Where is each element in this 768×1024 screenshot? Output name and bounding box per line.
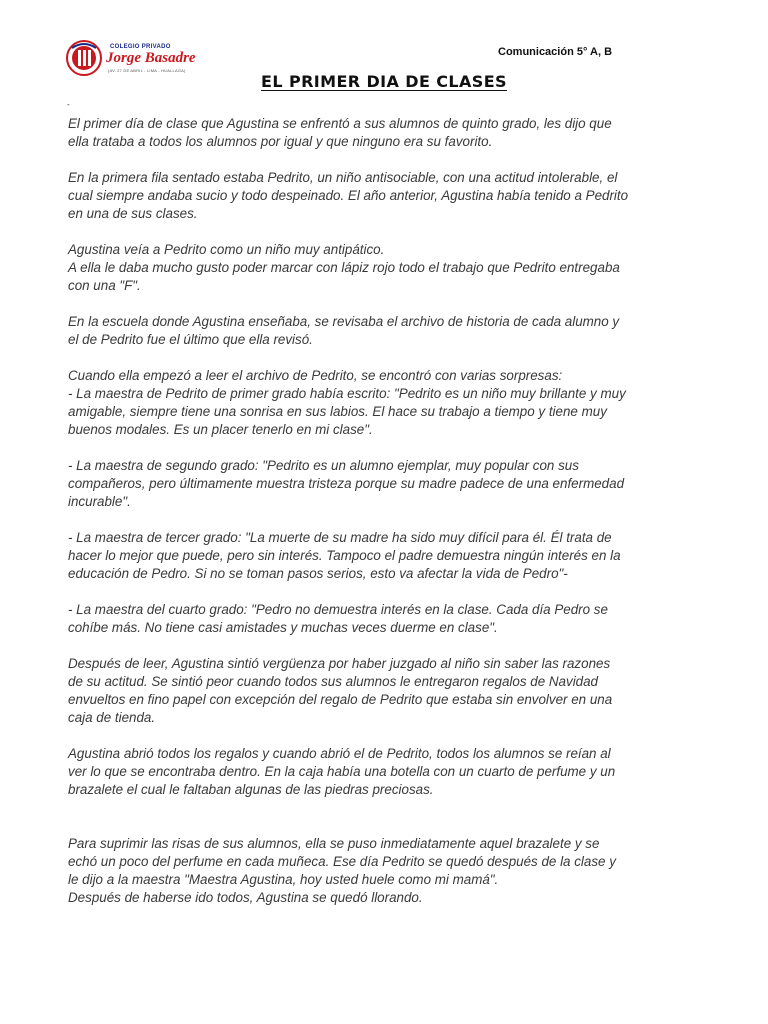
page-title-text: EL PRIMER DIA DE CLASES bbox=[261, 72, 507, 91]
school-emblem-icon bbox=[66, 40, 102, 76]
paragraph bbox=[68, 367, 708, 439]
text-line: - La maestra de segundo grado: "Pedrito es un alumno ejemplar, muy popular con sus bbox=[68, 458, 579, 473]
school-logo bbox=[66, 40, 216, 76]
text-line: caja de tienda. bbox=[68, 710, 156, 725]
paragraph bbox=[68, 313, 708, 349]
text-line: con una "F". bbox=[68, 278, 141, 293]
text-line: Cuando ella empezó a leer el archivo de Pedrito, se encontró con varias sorpresas: bbox=[68, 368, 563, 383]
text-line: A ella le daba mucho gusto poder marcar con lápiz rojo todo el trabajo que Pedrito entregaba bbox=[68, 260, 620, 275]
text-line: - La maestra de tercer grado: "La muerte de su madre ha sido muy difícil para él. Él trata de bbox=[68, 530, 612, 545]
logo-small-text: COLEGIO PRIVADO bbox=[110, 44, 171, 50]
text-line: En la primera fila sentado estaba Pedrito, un niño antisociable, con una actitud intolerable, el bbox=[68, 170, 618, 185]
paragraph bbox=[68, 457, 708, 511]
course-label: Comunicación 5° A, B bbox=[498, 46, 613, 58]
paragraph bbox=[68, 529, 708, 583]
text-line: ella trataba a todos los alumnos por igual y que ninguno era su favorito. bbox=[68, 134, 493, 149]
text-line: en una de sus clases. bbox=[68, 206, 198, 221]
paragraph bbox=[68, 601, 708, 637]
text-line: Para suprimir las risas de sus alumnos, ella se puso inmediatamente aquel brazalete y se bbox=[68, 836, 600, 851]
text-line: hacer lo mejor que puede, pero sin interés. Tampoco el padre demuestra ningún interés en la bbox=[68, 548, 621, 563]
text-line: Agustina abrió todos los regalos y cuando abrió el de Pedrito, todos los alumnos se reían al bbox=[68, 746, 611, 761]
stray-mark: - bbox=[67, 100, 70, 109]
text-line: compañeros, pero últimamente muestra tristeza porque su madre padece de una enfermedad bbox=[68, 476, 625, 491]
text-line: le dijo a la maestra "Maestra Agustina, hoy usted huele como mi mamá". bbox=[68, 872, 499, 887]
text-line: ver lo que se encontraba dentro. En la caja había una botella con un cuarto de perfume y un bbox=[68, 764, 616, 779]
text-line: cual siempre andaba sucio y todo despeinado. El año anterior, Agustina había tenido a Pedrito bbox=[68, 188, 629, 203]
logo-school-name: Jorge Basadre bbox=[106, 50, 196, 66]
text-line: - La maestra de Pedrito de primer grado había escrito: "Pedrito es un niño muy brillante y muy bbox=[68, 386, 626, 401]
paragraph bbox=[68, 745, 708, 799]
text-line: echó un poco del perfume en cada muñeca. Ese día Pedrito se quedó después de la clase y bbox=[68, 854, 616, 869]
text-line: Después de leer, Agustina sintió vergüenza por haber juzgado al niño sin saber las razones bbox=[68, 656, 611, 671]
text-line: Agustina veía a Pedrito como un niño muy antipático. bbox=[68, 242, 385, 257]
document-body bbox=[68, 115, 708, 925]
paragraph bbox=[68, 655, 708, 727]
text-line: buenos modales. Es un placer tenerlo en mi clase". bbox=[68, 422, 373, 437]
text-line: brazalete el cual le faltaban algunas de las piedras preciosas. bbox=[68, 782, 434, 797]
text-line: Después de haberse ido todos, Agustina se quedó llorando. bbox=[68, 890, 423, 905]
text-line: El primer día de clase que Agustina se enfrentó a sus alumnos de quinto grado, les dijo que bbox=[68, 116, 612, 131]
text-line: incurable". bbox=[68, 494, 131, 509]
text-line: envueltos en fino papel con excepción del regalo de Pedrito que estaba sin envolver en una bbox=[68, 692, 613, 707]
page-title bbox=[0, 72, 768, 91]
paragraph bbox=[68, 241, 708, 295]
text-line: - La maestra del cuarto grado: "Pedro no demuestra interés en la clase. Cada día Pedro se bbox=[68, 602, 608, 617]
logo-address: (AV. 27 DE ABRIL - LIMA - HUALLAGA) bbox=[108, 68, 186, 73]
text-line: el de Pedrito fue el último que ella revisó. bbox=[68, 332, 313, 347]
text-line: de su actitud. Se sintió peor cuando todos sus alumnos le entregaron regalos de Navidad bbox=[68, 674, 599, 689]
text-line: amigable, siempre tiene una sonrisa en sus labios. El hace su trabajo a tiempo y tiene muy bbox=[68, 404, 607, 419]
paragraph bbox=[68, 169, 708, 223]
text-line: educación de Pedro. Si no se toman pasos serios, esto va afectar la vida de Pedro"- bbox=[68, 566, 568, 581]
paragraph bbox=[68, 835, 708, 907]
text-line: cohíbe más. No tiene casi amistades y muchas veces duerme en clase". bbox=[68, 620, 498, 635]
text-line: En la escuela donde Agustina enseñaba, se revisaba el archivo de historia de cada alumno y bbox=[68, 314, 620, 329]
paragraph bbox=[68, 115, 708, 151]
